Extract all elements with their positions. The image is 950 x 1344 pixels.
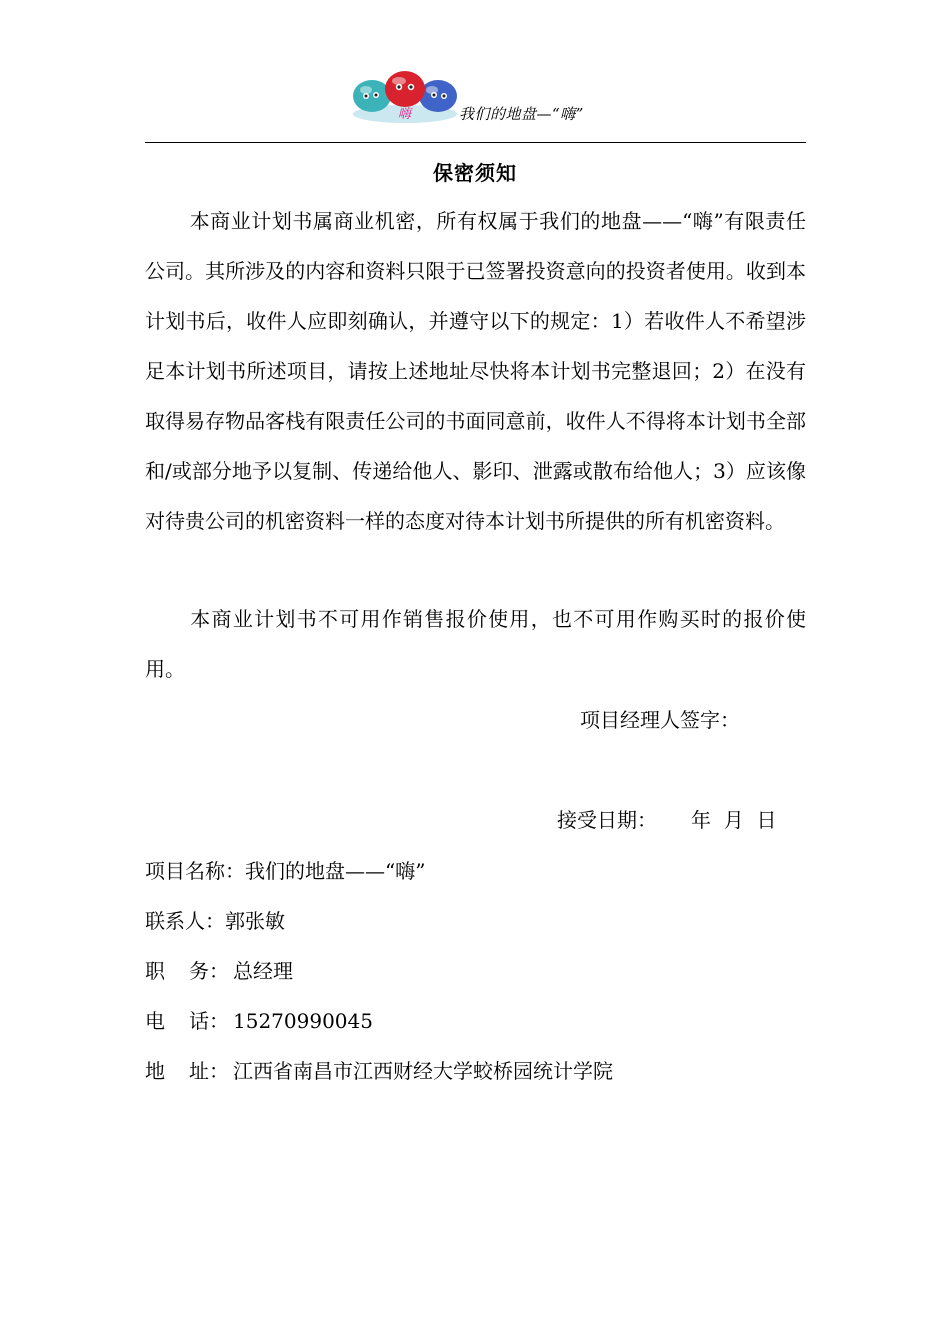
paragraph-text: 本商业计划书不可用作销售报价使用，也不可用作购买时的报价使用。: [145, 607, 806, 681]
date-day: 日: [756, 808, 777, 832]
project-name-label: 项目名称：: [145, 859, 245, 883]
project-name-value: 我们的地盘——“嗨”: [245, 859, 426, 883]
position-row: [145, 955, 293, 984]
paragraph-confidentiality: [145, 196, 806, 546]
paragraph-text: 本商业计划书属商业机密，所有权属于我们的地盘——“嗨”有限责任公司。其所涉及的内容和资料只限于已签署投资意向的投资者使用。收到本计划书后，收件人应即刻确认，并遵守以下的规定：1）若收件人不希望涉足本计划书所述项目，请按上述地址尽快将本计划书完整退回；2）在没有取得易存物品客栈有限责任公司的书面同意前，收件人不得将本计划书全部和/或部分地予以复制、传递给他人、影印、泄露或散布给他人；3）应该像对待贵公司的机密资料一样的态度对待本计划书所提供的所有机密资料。: [145, 209, 806, 533]
address-value: 江西省南昌市江西财经大学蛟桥园统计学院: [233, 1059, 613, 1083]
date-year: 年: [691, 808, 711, 832]
phone-label-2: 话：: [189, 1009, 229, 1033]
position-label-1: 职: [145, 959, 165, 983]
contact-value: 郭张敏: [225, 909, 285, 933]
paragraph-usage-note: [145, 594, 806, 694]
address-row: [145, 1055, 613, 1084]
header-divider: [145, 142, 806, 143]
logo-text: 嗨: [398, 107, 412, 122]
date-label: 接受日期：: [557, 808, 657, 832]
page-header: [145, 60, 806, 144]
position-label-2: 务：: [189, 959, 229, 983]
logo-blob-teal: [353, 80, 391, 112]
address-label-2: 址：: [189, 1059, 229, 1083]
logo-blob-blue: [419, 80, 457, 112]
phone-row: [145, 1005, 373, 1034]
logo-image: [350, 68, 460, 124]
address-label-1: 地: [145, 1059, 165, 1083]
acceptance-date: [557, 804, 776, 833]
logo-blob-red: [385, 71, 425, 107]
position-value: 总经理: [233, 959, 293, 983]
header-tagline: 我们的地盘—“嗨”: [459, 105, 584, 123]
project-name-row: [145, 855, 425, 884]
manager-signature-label: 项目经理人签字：: [580, 708, 740, 732]
contact-label: 联系人：: [145, 909, 225, 933]
phone-value: 15270990045: [233, 1009, 373, 1033]
page-title: 保密须知: [433, 161, 517, 185]
contact-row: [145, 905, 285, 934]
phone-label-1: 电: [145, 1009, 165, 1033]
date-month: 月: [723, 808, 744, 832]
